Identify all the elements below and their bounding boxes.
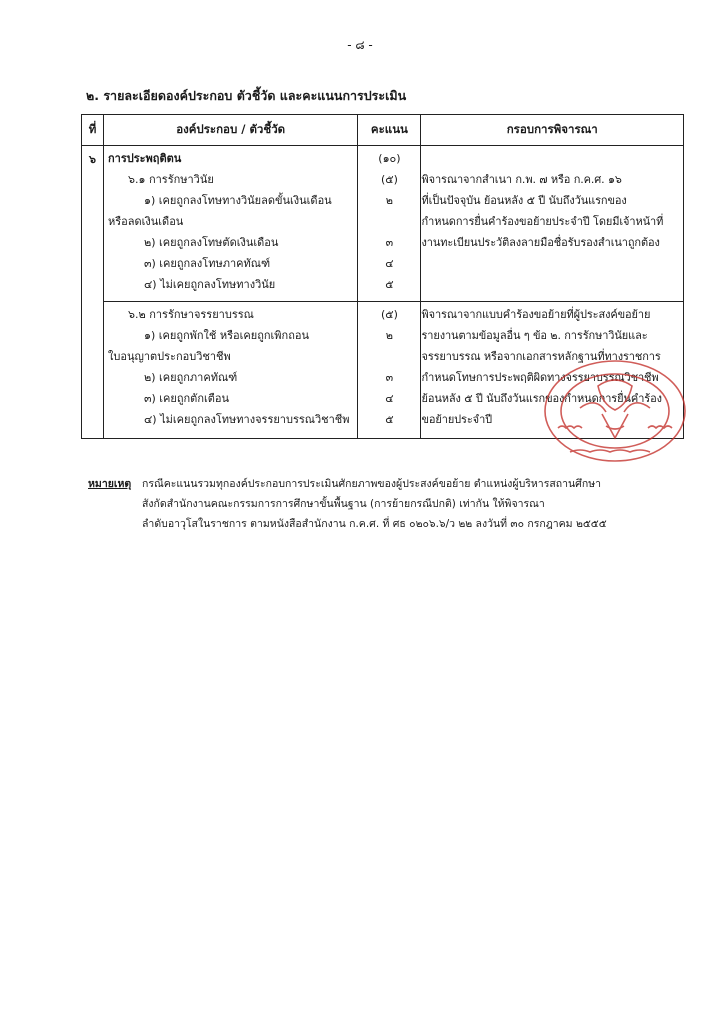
remarks-line: สังกัดสำนักงานคณะกรรมการการศึกษาขั้นพื้นฐาน (การย้ายกรณีปกติ) เท่ากัน ให้พิจารณา bbox=[142, 498, 545, 510]
score-value bbox=[358, 346, 420, 367]
indicator-item: ๒) เคยถูกภาคทัณฑ์ bbox=[143, 371, 238, 384]
indicator-item-continued: ใบอนุญาตประกอบวิชาชีพ bbox=[107, 350, 231, 363]
indicator-item: ๑) เคยถูกลงโทษทางวินัยลดขั้นเงินเดือน bbox=[143, 194, 332, 207]
criteria-line: งานทะเบียนประวัติลงลายมือชื่อรับรองสำเนาถูกต้อง bbox=[421, 236, 660, 249]
criteria-line: กำหนดการยื่นคำร้องขอย้ายประจำปี โดยมีเจ้าหน้าที่ bbox=[421, 215, 664, 228]
criteria-line: ที่เป็นปัจจุบัน ย้อนหลัง ๕ ปี นับถึงวันแรกของ bbox=[421, 194, 627, 207]
score-value: ๒ bbox=[385, 194, 394, 207]
score-value: ๔ bbox=[385, 392, 394, 405]
score-value: ๒ bbox=[385, 329, 394, 342]
score-value: ๓ bbox=[385, 371, 394, 384]
component-cell bbox=[103, 302, 357, 439]
table-row bbox=[82, 146, 684, 302]
criteria-line: พิจารณาจากสำเนา ก.พ. ๗ หรือ ก.ค.ศ. ๑๖ bbox=[421, 173, 622, 186]
header-criteria: กรอบการพิจารณา bbox=[421, 115, 684, 146]
row-number: ๖ bbox=[82, 146, 104, 439]
component-heading: การประพฤติตน bbox=[107, 152, 182, 165]
criteria-line: กำหนดโทษการประพฤติผิดทางจรรยาบรรณวิชาชีพ bbox=[421, 371, 659, 384]
indicator-item: ๔) ไม่เคยถูกลงโทษทางจรรยาบรรณวิชาชีพ bbox=[143, 413, 350, 426]
official-seal-stamp bbox=[540, 356, 690, 466]
remarks-line: ลำดับอาวุโสในราชการ ตามหนังสือสำนักงาน ก.ค.ศ. ที่ ศธ ๐๒๐๖.๖/ว ๒๒ ลงวันที่ ๓๐ กรกฎาคม ๒๕๕๕ bbox=[142, 518, 607, 530]
remarks-note bbox=[88, 474, 607, 530]
score-value: (๕) bbox=[380, 308, 398, 321]
indicator-item: ๒) เคยถูกลงโทษตัดเงินเดือน bbox=[143, 236, 279, 249]
header-component: องค์ประกอบ / ตัวชี้วัด bbox=[103, 115, 357, 146]
remarks-line: กรณีคะแนนรวมทุกองค์ประกอบการประเมินศักยภาพของผู้ประสงค์ขอย้าย ตำแหน่งผู้บริหารสถานศึกษา bbox=[142, 478, 602, 490]
indicator-item: ๓) เคยถูกตักเตือน bbox=[143, 392, 230, 405]
criteria-line: ขอย้ายประจำปี bbox=[421, 413, 493, 426]
score-value: (๕) bbox=[380, 173, 398, 186]
criteria-cell bbox=[421, 146, 684, 302]
score-value: ๕ bbox=[385, 413, 394, 426]
score-cell bbox=[358, 302, 421, 439]
score-value: (๑๐) bbox=[378, 152, 401, 165]
table-header-row bbox=[82, 115, 684, 146]
score-value: ๕ bbox=[385, 278, 394, 291]
section-title: ๒. รายละเอียดองค์ประกอบ ตัวชี้วัด และคะแนนการประเมิน bbox=[86, 88, 407, 103]
score-value: ๔ bbox=[385, 257, 394, 270]
page-number: - ๘ - bbox=[347, 38, 373, 52]
indicator-item-continued: หรือลดเงินเดือน bbox=[107, 215, 184, 228]
score-value: ๓ bbox=[385, 236, 394, 249]
criteria-line: พิจารณาจากแบบคำร้องขอย้ายที่ผู้ประสงค์ขอย้าย bbox=[421, 308, 651, 321]
criteria-line: ย้อนหลัง ๕ ปี นับถึงวันแรกของกำหนดการยื่นคำร้อง bbox=[421, 392, 662, 405]
remarks-label: หมายเหตุ bbox=[88, 478, 132, 490]
header-score: คะแนน bbox=[358, 115, 421, 146]
component-cell bbox=[103, 146, 357, 302]
score-value bbox=[358, 211, 420, 232]
indicator-item: ๔) ไม่เคยถูกลงโทษทางวินัย bbox=[143, 278, 276, 291]
indicator-title: ๖.๒ การรักษาจรรยาบรรณ bbox=[127, 308, 254, 321]
header-number: ที่ bbox=[82, 115, 104, 146]
score-cell bbox=[358, 146, 421, 302]
indicator-title: ๖.๑ การรักษาวินัย bbox=[127, 173, 214, 186]
remarks-body bbox=[142, 474, 702, 534]
indicator-item: ๑) เคยถูกพักใช้ หรือเคยถูกเพิกถอน bbox=[143, 329, 309, 342]
indicator-item: ๓) เคยถูกลงโทษภาคทัณฑ์ bbox=[143, 257, 271, 270]
criteria-line: จรรยาบรรณ หรือจากเอกสารหลักฐานที่ทางราชการ bbox=[421, 350, 661, 363]
criteria-line: รายงานตามข้อมูลอื่น ๆ ข้อ ๒. การรักษาวินัยและ bbox=[421, 329, 648, 342]
